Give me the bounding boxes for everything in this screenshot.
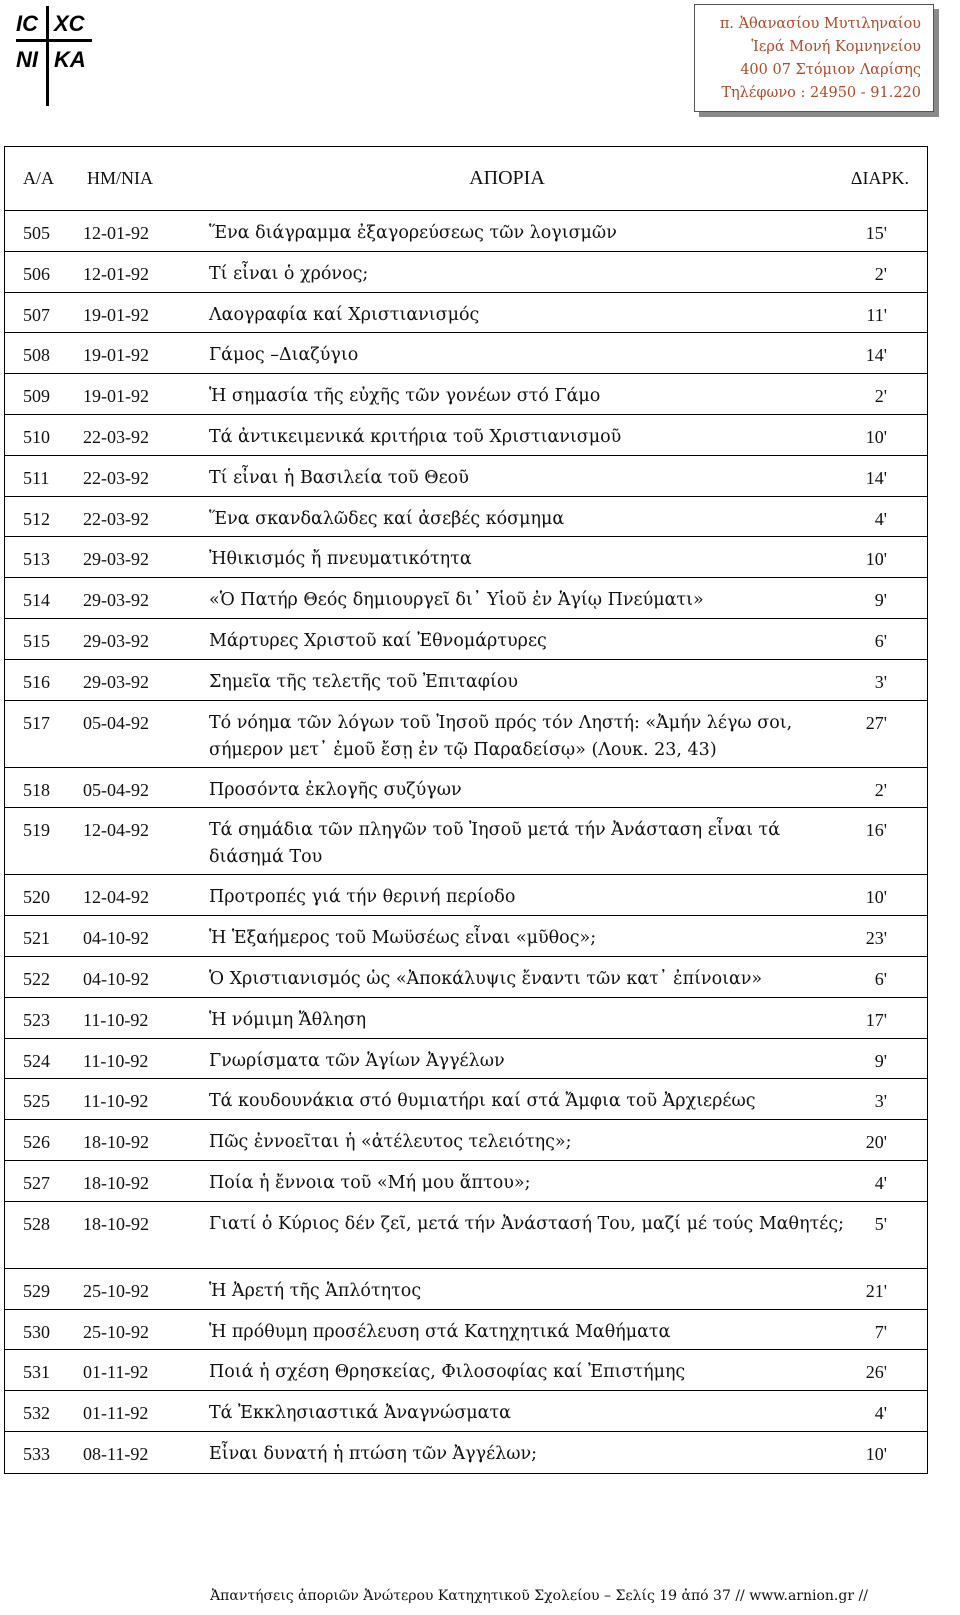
row-duration: 6' <box>874 630 887 651</box>
row-duration: 2' <box>874 779 887 800</box>
row-num: 515 <box>23 630 50 651</box>
row-duration: 14' <box>865 467 887 488</box>
footer-text: Ἀπαντήσεις ἀποριῶν Ἀνώτερου Κατηχητικοῦ Σχολείου – Σελίς 19 ἀπό 37 // www.arnion.gr // <box>210 1588 868 1604</box>
row-date: 22-03-92 <box>83 426 149 447</box>
table-row <box>5 415 927 456</box>
row-duration: 2' <box>874 263 887 284</box>
row-duration: 10' <box>865 1443 887 1464</box>
row-title: Σημεῖα τῆς τελετῆς τοῦ Ἐπιταφίου <box>209 671 519 692</box>
row-title: Γιατί ὁ Κύριος δέν ζεῖ, μετά τήν Ἀνάστασή Του, μαζί μέ τούς Μαθητές; <box>209 1213 845 1234</box>
row-num: 509 <box>23 386 50 407</box>
row-duration: 27' <box>865 712 887 733</box>
row-date: 19-01-92 <box>83 386 149 407</box>
header-date: ΗΜ/ΝΙΑ <box>87 168 153 188</box>
table-row <box>5 660 927 701</box>
row-date: 12-04-92 <box>83 887 149 908</box>
row-num: 532 <box>23 1403 50 1424</box>
row-date: 08-11-92 <box>83 1443 149 1464</box>
row-title: Τί εἶναι ὁ χρόνος; <box>209 263 369 284</box>
row-title: Προσόντα ἐκλογῆς συζύγων <box>209 779 462 800</box>
row-date: 12-04-92 <box>83 820 149 841</box>
row-date: 18-10-92 <box>83 1172 149 1193</box>
header-duration: ΔΙΑΡΚ. <box>850 168 909 188</box>
row-title: Ἡ πρόθυμη προσέλευση στά Κατηχητικά Μαθήματα <box>209 1321 671 1342</box>
row-num: 531 <box>23 1362 50 1383</box>
cross-logo <box>16 6 92 106</box>
row-num: 506 <box>23 263 50 284</box>
row-duration: 26' <box>865 1362 887 1383</box>
row-num: 525 <box>23 1091 50 1112</box>
row-title: Ἡ Ἀρετή τῆς Ἁπλότητος <box>209 1280 422 1301</box>
row-num: 523 <box>23 1009 50 1030</box>
questions-table <box>4 146 928 1474</box>
row-title: Τί εἶναι ἡ Βασιλεία τοῦ Θεοῦ <box>209 467 469 488</box>
table-row <box>5 578 927 619</box>
row-title: Τά κουδουνάκια στό θυμιατήρι καί στά Ἄμφια τοῦ Ἀρχιερέως <box>209 1091 756 1112</box>
table-row <box>5 1310 927 1351</box>
table-row <box>5 1120 927 1161</box>
row-duration: 17' <box>865 1009 887 1030</box>
address-line-3: 400 07 Στόμιον Λαρίσης <box>740 62 921 78</box>
table-row <box>5 1161 927 1202</box>
row-duration: 6' <box>874 968 887 989</box>
row-date: 29-03-92 <box>83 630 149 651</box>
row-title: Τά σημάδια τῶν πληγῶν τοῦ Ἰησοῦ μετά τήν Ἀνάσταση εἶναι τά διάσημά Του <box>209 820 781 868</box>
row-date: 29-03-92 <box>83 590 149 611</box>
row-date: 11-10-92 <box>83 1009 149 1030</box>
row-duration: 5' <box>874 1213 887 1234</box>
row-date: 18-10-92 <box>83 1132 149 1153</box>
row-num: 518 <box>23 779 50 800</box>
row-title: Λαογραφία καί Χριστιανισμός <box>209 304 480 325</box>
row-num: 528 <box>23 1213 50 1234</box>
page-footer <box>0 1588 960 1604</box>
row-date: 29-03-92 <box>83 549 149 570</box>
table-row <box>5 619 927 660</box>
row-date: 25-10-92 <box>83 1280 149 1301</box>
row-title: Μάρτυρες Χριστοῦ καί Ἐθνομάρτυρες <box>209 630 547 651</box>
row-date: 25-10-92 <box>83 1321 149 1342</box>
table-row <box>5 998 927 1039</box>
row-duration: 16' <box>865 820 887 841</box>
address-box <box>694 4 934 112</box>
row-duration: 10' <box>865 426 887 447</box>
row-date: 12-01-92 <box>83 263 149 284</box>
logo-ic: IC <box>16 11 38 36</box>
row-title: Ἡ σημασία τῆς εὐχῆς τῶν γονέων στό Γάμο <box>209 386 601 407</box>
row-num: 512 <box>23 508 50 529</box>
table-row <box>5 701 927 768</box>
row-date: 22-03-92 <box>83 467 149 488</box>
row-num: 511 <box>23 467 50 488</box>
row-duration: 7' <box>874 1321 887 1342</box>
row-date: 01-11-92 <box>83 1362 149 1383</box>
address-line-2: Ἱερά Μονή Κομνηνείου <box>751 39 921 55</box>
row-date: 04-10-92 <box>83 968 149 989</box>
row-num: 521 <box>23 928 50 949</box>
row-title: Ὁ Χριστιανισμός ὡς «Ἀποκάλυψις ἔναντι τῶν κατ᾽ ἐπίνοιαν» <box>209 968 763 989</box>
row-duration: 4' <box>874 1172 887 1193</box>
row-date: 19-01-92 <box>83 345 149 366</box>
row-title: Ἠθικισμός ἤ πνευματικότητα <box>209 549 472 570</box>
row-duration: 10' <box>865 887 887 908</box>
row-num: 522 <box>23 968 50 989</box>
row-date: 12-01-92 <box>83 223 149 243</box>
row-num: 527 <box>23 1172 50 1193</box>
table-row <box>5 875 927 916</box>
row-date: 29-03-92 <box>83 671 149 692</box>
table-row <box>5 497 927 538</box>
row-duration: 23' <box>865 928 887 949</box>
table-row <box>5 456 927 497</box>
row-duration: 4' <box>874 508 887 529</box>
row-num: 533 <box>23 1443 50 1464</box>
table-row <box>5 333 927 374</box>
row-title: Ἡ νόμιμη Ἄθληση <box>209 1009 367 1030</box>
table-row <box>5 1350 927 1391</box>
row-title: Εἶναι δυνατή ἡ πτώση τῶν Ἀγγέλων; <box>209 1443 538 1464</box>
row-num: 508 <box>23 345 50 366</box>
row-duration: 3' <box>874 1091 887 1112</box>
table-row <box>5 374 927 415</box>
table-row <box>5 293 927 334</box>
table-row <box>5 252 927 293</box>
row-title: Ἡ Ἑξαήμερος τοῦ Μωϋσέως εἶναι «μῦθος»; <box>209 928 597 949</box>
row-num: 513 <box>23 549 50 570</box>
address-line-1: π. Ἀθανασίου Μυτιληναίου <box>719 16 921 32</box>
row-title: Τά ἀντικειμενικά κριτήρια τοῦ Χριστιανισμοῦ <box>209 426 622 447</box>
row-num: 505 <box>23 223 50 243</box>
row-duration: 2' <box>874 386 887 407</box>
table-row <box>5 1432 927 1473</box>
table-row <box>5 1269 927 1310</box>
row-date: 11-10-92 <box>83 1091 149 1112</box>
logo-ni: NI <box>16 47 38 72</box>
row-date: 18-10-92 <box>83 1213 149 1234</box>
row-num: 507 <box>23 304 50 325</box>
row-num: 510 <box>23 426 50 447</box>
row-num: 517 <box>23 712 50 733</box>
row-num: 519 <box>23 820 50 841</box>
row-num: 520 <box>23 887 50 908</box>
cross-horizontal-bar <box>16 39 92 42</box>
table-row <box>5 957 927 998</box>
row-date: 11-10-92 <box>83 1050 149 1071</box>
row-duration: 15' <box>865 223 887 243</box>
logo-xc: XC <box>54 11 85 36</box>
row-title: Γάμος –Διαζύγιο <box>209 345 359 366</box>
row-title: Ποιά ἡ σχέση Θρησκείας, Φιλοσοφίας καί Ἐπιστήμης <box>209 1362 686 1383</box>
row-num: 524 <box>23 1050 50 1071</box>
table-row <box>5 916 927 957</box>
row-duration: 9' <box>874 590 887 611</box>
row-num: 526 <box>23 1132 50 1153</box>
row-date: 05-04-92 <box>83 779 149 800</box>
row-duration: 10' <box>865 549 887 570</box>
table-row <box>5 537 927 578</box>
row-title: Γνωρίσματα τῶν Ἁγίων Ἀγγέλων <box>209 1050 505 1071</box>
row-duration: 14' <box>865 345 887 366</box>
row-title: Προτροπές γιά τήν θερινή περίοδο <box>209 887 516 908</box>
table-header-row <box>5 147 927 211</box>
logo-ka: KA <box>54 47 86 72</box>
table-row <box>5 211 927 252</box>
row-num: 514 <box>23 590 50 611</box>
cross-vertical-bar <box>46 6 49 106</box>
table-row <box>5 1039 927 1080</box>
row-title: «Ὁ Πατήρ Θεός δημιουργεῖ δι᾽ Υἱοῦ ἐν Ἁγίῳ Πνεύματι» <box>209 590 704 611</box>
row-title: Ποία ἡ ἔννοια τοῦ «Μή μου ἅπτου»; <box>209 1172 531 1193</box>
row-date: 19-01-92 <box>83 304 149 325</box>
row-num: 530 <box>23 1321 50 1342</box>
table-row <box>5 808 927 875</box>
row-title: Τά Ἐκκλησιαστικά Ἀναγνώσματα <box>209 1403 511 1424</box>
row-num: 529 <box>23 1280 50 1301</box>
address-line-4: Τηλέφωνο : 24950 - 91.220 <box>721 85 921 101</box>
row-duration: 9' <box>874 1050 887 1071</box>
header-title: ΑΠΟΡΙΑ <box>469 167 545 189</box>
row-duration: 4' <box>874 1403 887 1424</box>
row-duration: 21' <box>865 1280 887 1301</box>
row-title: Ἕνα σκανδαλῶδες καί ἀσεβές κόσμημα <box>209 508 565 529</box>
row-title: Τό νόημα τῶν λόγων τοῦ Ἰησοῦ πρός τόν Ληστή: «Ἀμήν λέγω σοι, σήμερον μετ᾽ ἐμοῦ ἔσῃ ἐν τῷ Παραδείσῳ» (Λουκ. 23, 43) <box>209 712 793 760</box>
row-duration: 3' <box>874 671 887 692</box>
row-date: 05-04-92 <box>83 712 149 733</box>
row-num: 516 <box>23 671 50 692</box>
table-row <box>5 1202 927 1269</box>
row-duration: 20' <box>865 1132 887 1153</box>
table-row <box>5 1391 927 1432</box>
row-title: Ἕνα διάγραμμα ἐξαγορεύσεως τῶν λογισμῶν <box>209 223 617 243</box>
row-date: 04-10-92 <box>83 928 149 949</box>
row-date: 01-11-92 <box>83 1403 149 1424</box>
row-duration: 11' <box>866 304 887 325</box>
table-row <box>5 768 927 809</box>
header-num: Α/Α <box>23 168 54 188</box>
row-title: Πῶς ἐννοεῖται ἡ «ἀτέλευτος τελειότης»; <box>209 1132 572 1153</box>
row-date: 22-03-92 <box>83 508 149 529</box>
table-row <box>5 1079 927 1120</box>
